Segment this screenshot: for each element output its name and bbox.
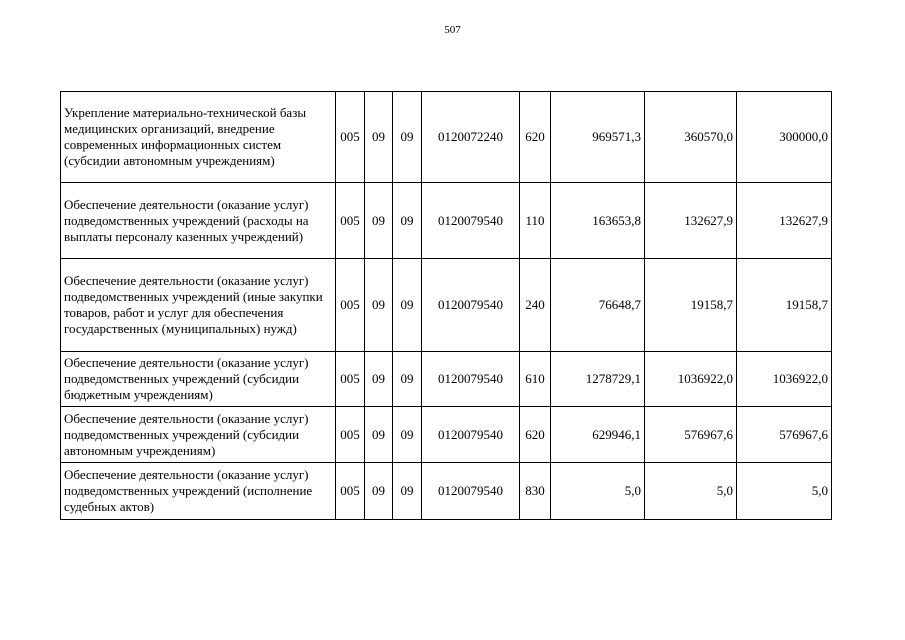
table-row — [61, 463, 832, 520]
section-code: 09 — [365, 92, 393, 183]
row-description: Обеспечение деятельности (оказание услуг) подведомственных учреждений (расходы на выплаты персоналу казенных учреждений) — [61, 183, 336, 259]
ministry-code: 005 — [336, 463, 365, 520]
row-description: Укрепление материально-технической базы медицинских организаций, внедрение современных информационных систем (субсидии автономным учреждениям) — [61, 92, 336, 183]
ministry-code: 005 — [336, 407, 365, 463]
expense-type-code: 610 — [520, 352, 551, 407]
target-item-code: 0120079540 — [422, 352, 520, 407]
amount-1: 76648,7 — [551, 259, 645, 352]
amount-1: 1278729,1 — [551, 352, 645, 407]
ministry-code: 005 — [336, 183, 365, 259]
table-row — [61, 407, 832, 463]
row-description: Обеспечение деятельности (оказание услуг) подведомственных учреждений (субсидии автономным учреждениям) — [61, 407, 336, 463]
table-row — [61, 183, 832, 259]
expense-type-code: 620 — [520, 92, 551, 183]
expense-type-code: 110 — [520, 183, 551, 259]
amount-2: 1036922,0 — [645, 352, 737, 407]
target-item-code: 0120079540 — [422, 463, 520, 520]
amount-1: 5,0 — [551, 463, 645, 520]
amount-3: 1036922,0 — [737, 352, 832, 407]
section-code: 09 — [365, 407, 393, 463]
amount-3: 300000,0 — [737, 92, 832, 183]
ministry-code: 005 — [336, 92, 365, 183]
row-description: Обеспечение деятельности (оказание услуг) подведомственных учреждений (субсидии бюджетным учреждениям) — [61, 352, 336, 407]
ministry-code: 005 — [336, 352, 365, 407]
amount-2: 360570,0 — [645, 92, 737, 183]
amount-2: 5,0 — [645, 463, 737, 520]
amount-1: 629946,1 — [551, 407, 645, 463]
subsection-code: 09 — [393, 352, 422, 407]
section-code: 09 — [365, 463, 393, 520]
amount-2: 19158,7 — [645, 259, 737, 352]
page-number: 507 — [444, 24, 461, 36]
amount-1: 969571,3 — [551, 92, 645, 183]
target-item-code: 0120079540 — [422, 183, 520, 259]
row-description: Обеспечение деятельности (оказание услуг) подведомственных учреждений (исполнение судебных актов) — [61, 463, 336, 520]
subsection-code: 09 — [393, 463, 422, 520]
section-code: 09 — [365, 259, 393, 352]
amount-1: 163653,8 — [551, 183, 645, 259]
amount-3: 132627,9 — [737, 183, 832, 259]
target-item-code: 0120079540 — [422, 259, 520, 352]
budget-table — [60, 91, 832, 520]
amount-3: 19158,7 — [737, 259, 832, 352]
subsection-code: 09 — [393, 259, 422, 352]
amount-3: 5,0 — [737, 463, 832, 520]
row-description: Обеспечение деятельности (оказание услуг) подведомственных учреждений (иные закупки товаров, работ и услуг для обеспечения государственных (муниципальных) нужд) — [61, 259, 336, 352]
amount-2: 132627,9 — [645, 183, 737, 259]
expense-type-code: 240 — [520, 259, 551, 352]
table-row — [61, 352, 832, 407]
amount-2: 576967,6 — [645, 407, 737, 463]
target-item-code: 0120072240 — [422, 92, 520, 183]
section-code: 09 — [365, 352, 393, 407]
subsection-code: 09 — [393, 183, 422, 259]
expense-type-code: 830 — [520, 463, 551, 520]
subsection-code: 09 — [393, 407, 422, 463]
target-item-code: 0120079540 — [422, 407, 520, 463]
amount-3: 576967,6 — [737, 407, 832, 463]
subsection-code: 09 — [393, 92, 422, 183]
section-code: 09 — [365, 183, 393, 259]
table-row — [61, 259, 832, 352]
expense-type-code: 620 — [520, 407, 551, 463]
table-row — [61, 92, 832, 183]
ministry-code: 005 — [336, 259, 365, 352]
